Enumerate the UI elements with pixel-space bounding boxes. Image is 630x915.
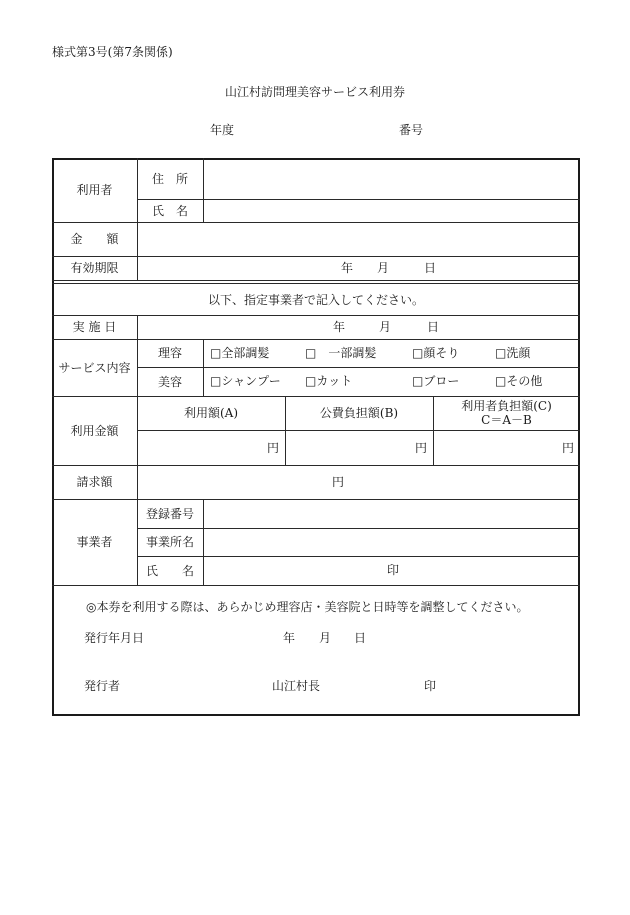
table-rule bbox=[52, 585, 580, 586]
beauty-option-shampoo: □シャンプー bbox=[210, 374, 281, 388]
barber-label: 理容 bbox=[157, 346, 182, 360]
usage-amount-a-header: 利用額(A) bbox=[183, 406, 239, 420]
user-share-c-label: 利用者負担額(C) bbox=[461, 399, 552, 413]
beauty-label: 美容 bbox=[157, 374, 182, 389]
beauty-option-blow: □ブロー bbox=[412, 374, 460, 388]
provider-instruction: 以下、指定事業者で記入してください。 bbox=[207, 292, 424, 307]
barber-option-shave: □顔そり bbox=[412, 346, 460, 360]
issuer-seal-mark: 印 bbox=[424, 679, 437, 693]
usage-amount-a-unit: 円 bbox=[266, 440, 279, 455]
validity-year: 年 bbox=[341, 261, 354, 275]
address-label: 住 所 bbox=[151, 171, 188, 186]
issue-month: 月 bbox=[319, 631, 332, 645]
user-name-label: 氏 名 bbox=[151, 203, 188, 218]
table-column-rule bbox=[203, 499, 204, 585]
number-label: 番号 bbox=[399, 123, 424, 137]
beauty-option-cut: □カット bbox=[305, 374, 353, 388]
fiscal-year-label: 年度 bbox=[210, 123, 235, 137]
user-share-c-formula: C＝A－B bbox=[481, 413, 532, 427]
registration-number-label: 登録番号 bbox=[145, 506, 194, 521]
user-label: 利用者 bbox=[76, 183, 113, 197]
public-share-b-unit: 円 bbox=[414, 440, 427, 455]
service-date-year: 年 bbox=[333, 320, 346, 334]
beauty-option-other: □その他 bbox=[495, 374, 543, 388]
barber-option-face-wash: □洗顔 bbox=[495, 346, 531, 360]
billing-amount-label: 請求額 bbox=[76, 475, 113, 489]
user-name-field bbox=[204, 199, 580, 222]
validity-label: 有効期限 bbox=[70, 261, 119, 275]
issue-date-label: 発行年月日 bbox=[84, 631, 145, 645]
table-double-rule-top bbox=[52, 280, 580, 281]
usage-amount-label: 利用金額 bbox=[70, 423, 119, 438]
public-share-b-header: 公費負担額(B) bbox=[319, 406, 399, 420]
service-date-day: 日 bbox=[427, 320, 440, 334]
table-column-rule bbox=[203, 339, 204, 396]
provider-label: 事業者 bbox=[76, 535, 113, 549]
user-share-c-unit: 円 bbox=[561, 440, 574, 455]
form-title: 山江村訪問理美容サービス利用券 bbox=[224, 85, 405, 99]
service-date-month: 月 bbox=[379, 320, 392, 334]
provider-seal-mark: 印 bbox=[387, 563, 400, 577]
service-date-label: 実 施 日 bbox=[72, 320, 117, 334]
issue-year: 年 bbox=[283, 631, 296, 645]
address-field bbox=[204, 158, 580, 199]
barber-option-full-cut: □全部調髪 bbox=[210, 346, 270, 360]
issuer-label: 発行者 bbox=[84, 679, 121, 693]
provider-name-label: 氏 名 bbox=[145, 563, 194, 578]
user-share-c-header bbox=[433, 396, 580, 430]
issuer-name: 山江村長 bbox=[272, 679, 321, 693]
usage-notice: ◎本券を利用する際は、あらかじめ理容店・美容院と日時等を調整してください。 bbox=[86, 600, 529, 614]
issue-day: 日 bbox=[354, 631, 367, 645]
validity-month: 月 bbox=[377, 261, 390, 275]
validity-day: 日 bbox=[424, 261, 437, 275]
amount-label: 金 額 bbox=[70, 232, 119, 246]
office-name-label: 事業所名 bbox=[145, 535, 194, 549]
form-number: 様式第3号(第7条関係) bbox=[52, 45, 173, 59]
service-content-label: サービス内容 bbox=[58, 360, 131, 375]
barber-option-partial-cut: □ 一部調髪 bbox=[305, 346, 377, 360]
billing-amount-unit: 円 bbox=[332, 475, 345, 489]
amount-field bbox=[138, 222, 580, 256]
